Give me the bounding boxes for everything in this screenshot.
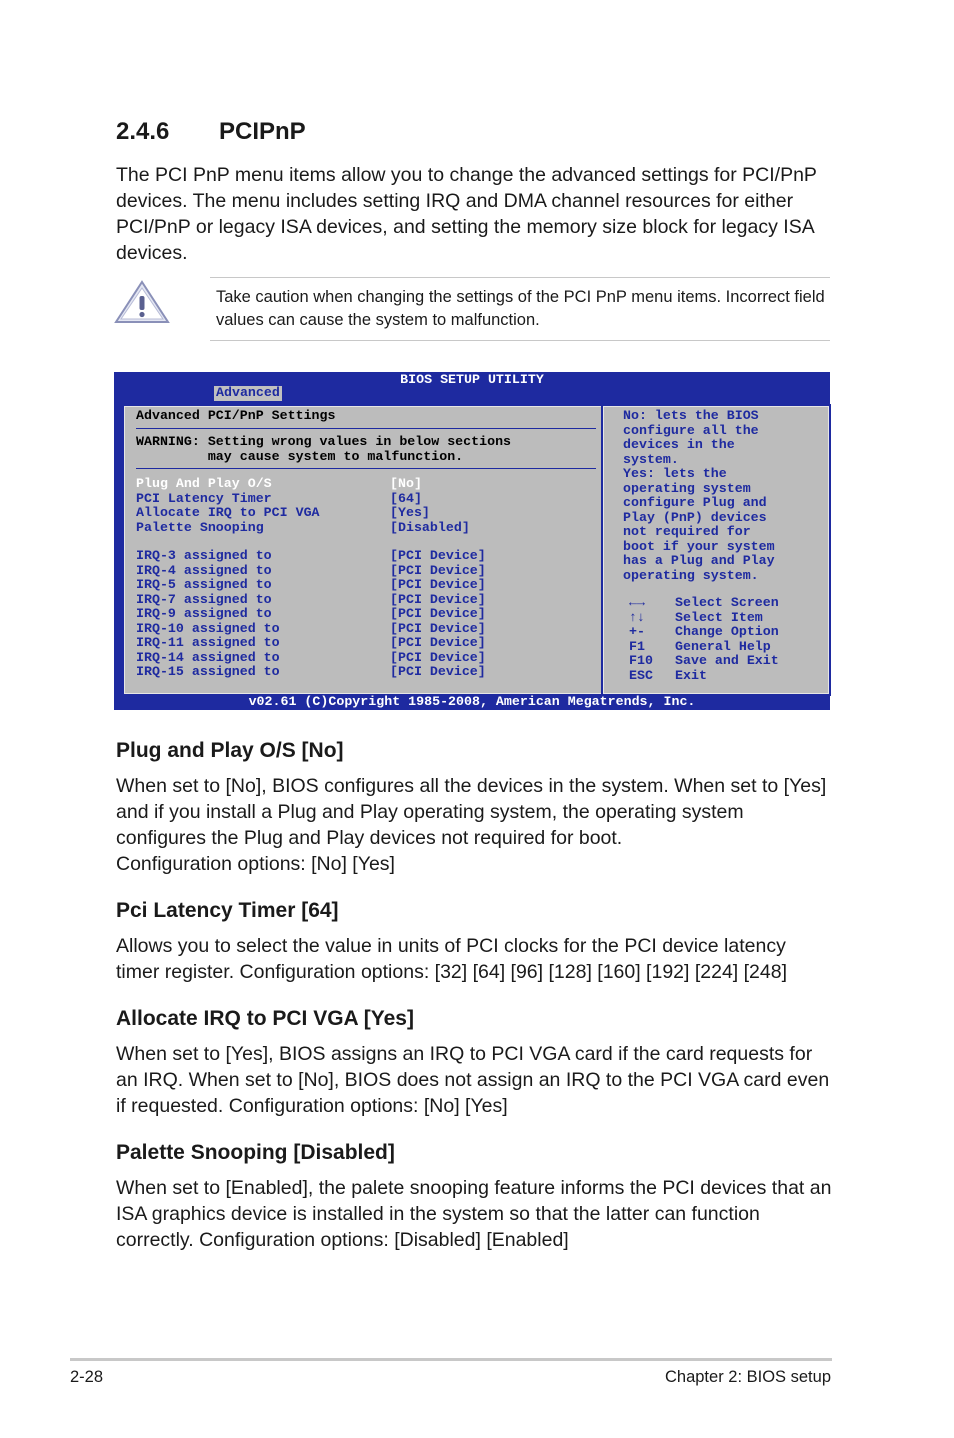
- subsection-heading: Plug and Play O/S [No]: [116, 739, 344, 762]
- key-desc: Exit: [675, 667, 707, 683]
- bios-settings-pane: [122, 404, 604, 696]
- bios-irq-value[interactable]: [PCI Device]: [390, 620, 486, 636]
- bios-irq-label[interactable]: IRQ-7 assigned to: [136, 591, 272, 607]
- bios-setting-label[interactable]: PCI Latency Timer: [136, 490, 272, 506]
- bios-irq-value[interactable]: [PCI Device]: [390, 664, 486, 679]
- key-label: ESC: [629, 667, 653, 683]
- bios-warning-line1: WARNING: Setting wrong values in below sections: [136, 434, 512, 449]
- bios-setting-value[interactable]: [Disabled]: [390, 519, 470, 535]
- caution-text: Take caution when changing the settings of the PCI PnP menu items. Incorrect field values can cause the system to malfunction.: [216, 288, 825, 329]
- key-label: +-: [629, 624, 645, 639]
- bios-irq-label[interactable]: IRQ-4 assigned to: [136, 562, 272, 578]
- key-desc: Save and Exit: [675, 653, 779, 668]
- subsection-body: [116, 773, 832, 877]
- note-bottom-rule: [210, 340, 830, 341]
- bios-irq-value[interactable]: [PCI Device]: [390, 649, 486, 665]
- arrow-up-down-icon: ↑↓: [629, 609, 645, 625]
- bios-help-pane: [601, 404, 831, 696]
- intro-paragraph: The PCI PnP menu items allow you to change the advanced settings for PCI/PnP devices. The menu includes setting IRQ and DMA channel resources for either PCI/PnP or legacy ISA devices, and setting the memory size block for legacy ISA devices.: [116, 164, 817, 264]
- bios-panel-title: Advanced PCI/PnP Settings: [136, 408, 336, 423]
- key-desc: Change Option: [675, 624, 779, 639]
- bios-irq-label[interactable]: IRQ-10 assigned to: [136, 620, 280, 636]
- key-desc: Select Screen: [675, 595, 779, 610]
- footer-rule: [70, 1358, 832, 1361]
- key-desc: General Help: [675, 638, 771, 654]
- subsection-heading: Palette Snooping [Disabled]: [116, 1141, 395, 1164]
- arrow-left-right-icon: ←→: [629, 595, 645, 610]
- bios-setting-label[interactable]: Palette Snooping: [136, 519, 264, 535]
- bios-warning-line2: may cause system to malfunction.: [136, 448, 464, 464]
- key-desc: Select Item: [675, 609, 763, 625]
- subsection-body: When set to [Enabled], the palete snooping feature informs the PCI devices that an ISA graphics device is installed in the system so that the latter can function correctly. Configuration options: [Disabled] [Enabled]: [116, 1177, 832, 1251]
- bios-irq-label[interactable]: IRQ-5 assigned to: [136, 577, 272, 592]
- subsection-body: Allows you to select the value in units of PCI clocks for the PCI device latency timer register. Configuration options: [32] [64] [96] [128] [160] [192] [224] [248]: [116, 935, 788, 983]
- bios-irq-value[interactable]: [PCI Device]: [390, 606, 486, 621]
- bios-irq-label[interactable]: IRQ-9 assigned to: [136, 606, 272, 621]
- bios-irq-value[interactable]: [PCI Device]: [390, 548, 486, 563]
- bios-setting-label[interactable]: Plug And Play O/S: [136, 476, 272, 491]
- bios-screenshot: [114, 372, 830, 710]
- key-label: F1: [629, 638, 645, 654]
- bios-setting-label[interactable]: Allocate IRQ to PCI VGA: [136, 505, 320, 520]
- bios-irq-value[interactable]: [PCI Device]: [390, 635, 486, 650]
- bios-setting-value[interactable]: [Yes]: [390, 505, 430, 520]
- bios-divider: [136, 468, 596, 469]
- bios-irq-label[interactable]: IRQ-3 assigned to: [136, 548, 272, 563]
- subsection-body: When set to [Yes], BIOS assigns an IRQ to PCI VGA card if the card requests for an IRQ. When set to [No], BIOS does not assign an IRQ to the PCI VGA card even if requested. Configuration options: [No] [Yes]: [116, 1043, 830, 1117]
- bios-setting-value[interactable]: [No]: [390, 476, 422, 491]
- bios-irq-value[interactable]: [PCI Device]: [390, 591, 486, 607]
- note-top-rule: [210, 277, 830, 278]
- bios-copyright: v02.61 (C)Copyright 1985-2008, American Megatrends, Inc.: [248, 693, 696, 709]
- bios-irq-label[interactable]: IRQ-15 assigned to: [136, 664, 280, 679]
- bios-utility-title: BIOS SETUP UTILITY: [400, 372, 544, 387]
- bios-irq-label[interactable]: IRQ-14 assigned to: [136, 649, 280, 665]
- subsection-heading: Allocate IRQ to PCI VGA [Yes]: [116, 1007, 414, 1030]
- bios-divider: [136, 428, 596, 429]
- bios-irq-value[interactable]: [PCI Device]: [390, 577, 486, 592]
- key-label: F10: [629, 653, 653, 668]
- bios-help-text: No: lets the BIOS configure all the devices in the system. Yes: lets the operating system configure Plug and Play (PnP) devices not required for boot if your system has a Plug and Play operating system.: [623, 408, 775, 583]
- page-number: 2-28: [70, 1368, 104, 1386]
- bios-irq-label[interactable]: IRQ-11 assigned to: [136, 635, 280, 650]
- subsection-text: When set to [No], BIOS configures all the devices in the system. When set to [Yes] and if you install a Plug and Play operating system, the operating system configures the Plug and Play devices not required for boot.: [116, 775, 827, 849]
- subsection-options: Configuration options: [No] [Yes]: [116, 853, 395, 875]
- section-title: PCIPnP: [219, 118, 306, 145]
- caution-icon: [114, 280, 170, 324]
- bios-irq-value[interactable]: [PCI Device]: [390, 562, 486, 578]
- bios-setting-value[interactable]: [64]: [390, 490, 422, 506]
- chapter-label: Chapter 2: BIOS setup: [664, 1368, 831, 1386]
- section-heading: [116, 118, 306, 146]
- tab-advanced[interactable]: Advanced: [216, 385, 280, 400]
- subsection-heading: Pci Latency Timer [64]: [116, 899, 339, 922]
- section-number: 2.4.6: [116, 118, 170, 145]
